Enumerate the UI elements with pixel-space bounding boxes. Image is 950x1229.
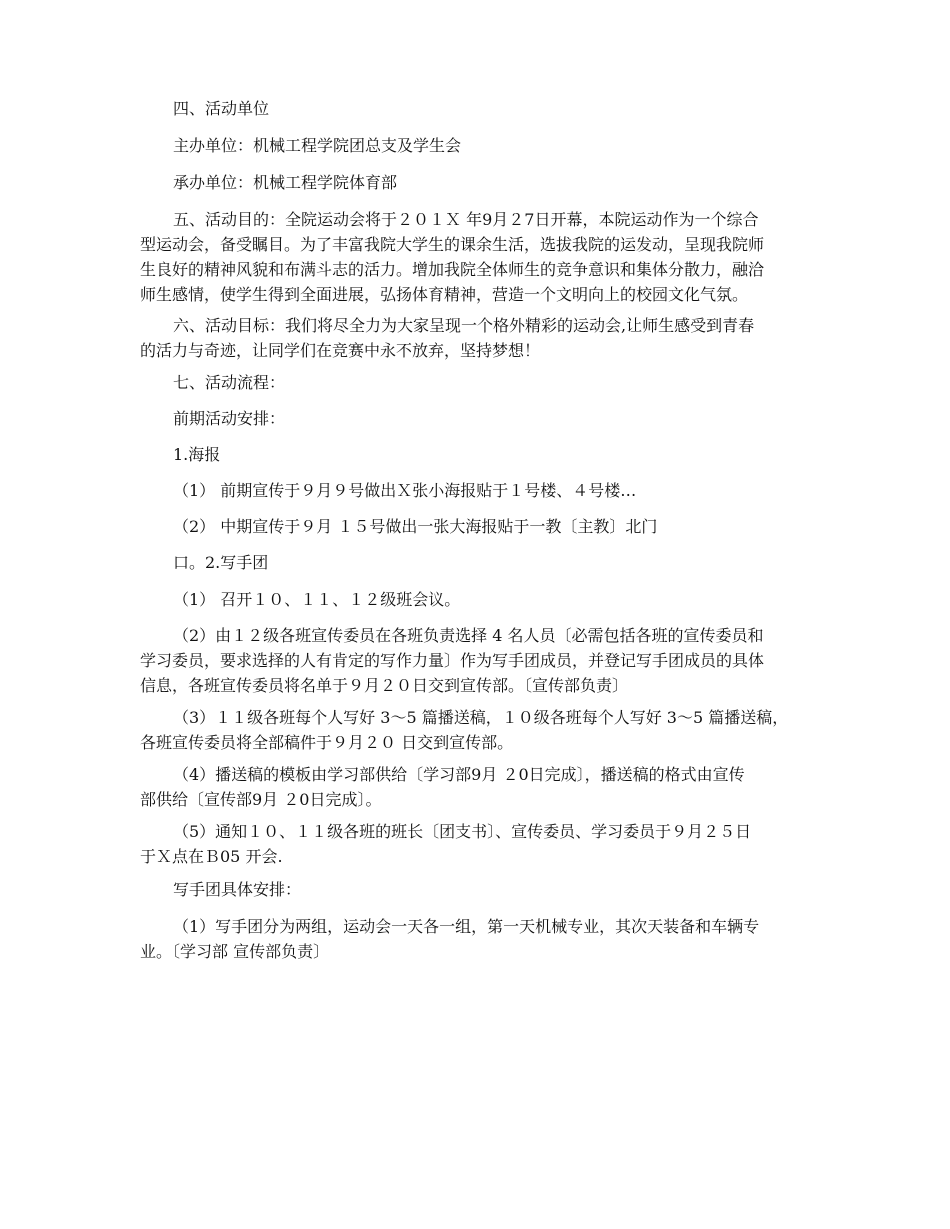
text-line: 1.海报 (173, 445, 221, 464)
text-line: 口。2.写手团 (173, 553, 269, 572)
text-line: 主办单位：机械工程学院团总支及学生会 (173, 136, 462, 155)
list-item-writers-2 (140, 623, 816, 698)
text-line: 生良好的精神风貌和布满斗志的活力。增加我院全体师生的竞争意识和集体分散力，融洽 (140, 260, 765, 279)
text-line: 于Ｘ点在Ｂ05 开会. (140, 847, 283, 866)
text-line: 师生感情，使学生得到全面进展，弘扬体育精神，营造一个文明向上的校园文化气氛。 (140, 285, 749, 304)
text-line: 四、活动单位 (173, 99, 270, 118)
text-line: 业。〔学习部 宣传部负责〕 (140, 942, 330, 961)
text-line: （4）播送稿的模板由学习部供给〔学习部9月 ２0日完成〕，播送稿的格式由宣传 (173, 765, 745, 784)
text-line: 五、活动目的：全院运动会将于２０１Ｘ 年9月２7日开幕，本院运动作为一个综合 (173, 210, 759, 229)
text-line: 前期活动安排： (173, 409, 286, 428)
list-item-poster-1 (140, 478, 816, 503)
text-line: （1） 前期宣传于９月９号做出Ｘ张小海报贴于１号楼、４号楼… (173, 481, 637, 500)
heading-writers-team (140, 550, 816, 575)
paragraph-activity-purpose (140, 207, 816, 307)
list-item-writers-4 (140, 762, 816, 812)
heading-activity-units (140, 96, 816, 121)
list-item-poster-2 (140, 514, 816, 539)
list-item-writers-5 (140, 819, 816, 869)
paragraph-activity-goal (140, 313, 816, 363)
text-line: （5）通知１０、１１级各班的班长〔团支书〕、宣传委员、学习委员于９月２５日 (173, 822, 752, 841)
heading-posters (140, 442, 816, 467)
text-line: 部供给〔宣传部9月 ２0日完成〕。 (140, 790, 382, 809)
text-line: 的活力与奇迹，让同学们在竞赛中永不放弃，坚持梦想！ (140, 341, 541, 360)
text-line: （1）写手团分为两组，运动会一天各一组，第一天机械专业，其次天装备和车辆专 (173, 917, 760, 936)
list-item-writers-1 (140, 587, 816, 612)
heading-early-arrangements (140, 406, 816, 431)
text-line: （2） 中期宣传于９月 １５号做出一张大海报贴于一教〔主教〕北门 (173, 517, 658, 536)
heading-writers-schedule (140, 877, 816, 902)
text-line: 承办单位：机械工程学院体育部 (173, 173, 398, 192)
text-line: 信息，各班宣传委员将名单于９月２０日交到宣传部。〔宣传部负责〕 (140, 676, 629, 695)
paragraph-host-unit (140, 133, 816, 158)
list-item-writers-3 (140, 705, 816, 755)
text-line: 学习委员，要求选择的人有肯定的写作力量〕作为写手团成员，并登记写手团成员的具体 (140, 651, 765, 670)
text-line: 型运动会，备受瞩目。为了丰富我院大学生的课余生活，选拔我院的运发动，呈现我院师 (140, 235, 765, 254)
text-line: （2）由１２级各班宣传委员在各班负责选择 4 名人员〔必需包括各班的宣传委员和 (173, 626, 764, 645)
text-line: （3）１１级各班每个人写好 3～5 篇播送稿，１０级各班每个人写好 3～5 篇播送稿， (173, 708, 789, 727)
list-item-schedule-1 (140, 914, 816, 964)
text-line: 七、活动流程： (173, 373, 286, 392)
text-line: 各班宣传委员将全部稿件于９月２０ 日交到宣传部。 (140, 733, 514, 752)
heading-activity-process (140, 370, 816, 395)
paragraph-organizer-unit (140, 170, 816, 195)
text-line: 写手团具体安排： (173, 880, 302, 899)
text-line: 六、活动目标：我们将尽全力为大家呈现一个格外精彩的运动会,让师生感受到青春 (173, 316, 755, 335)
text-line: （1） 召开１０、１１、１２级班会议。 (173, 590, 461, 609)
